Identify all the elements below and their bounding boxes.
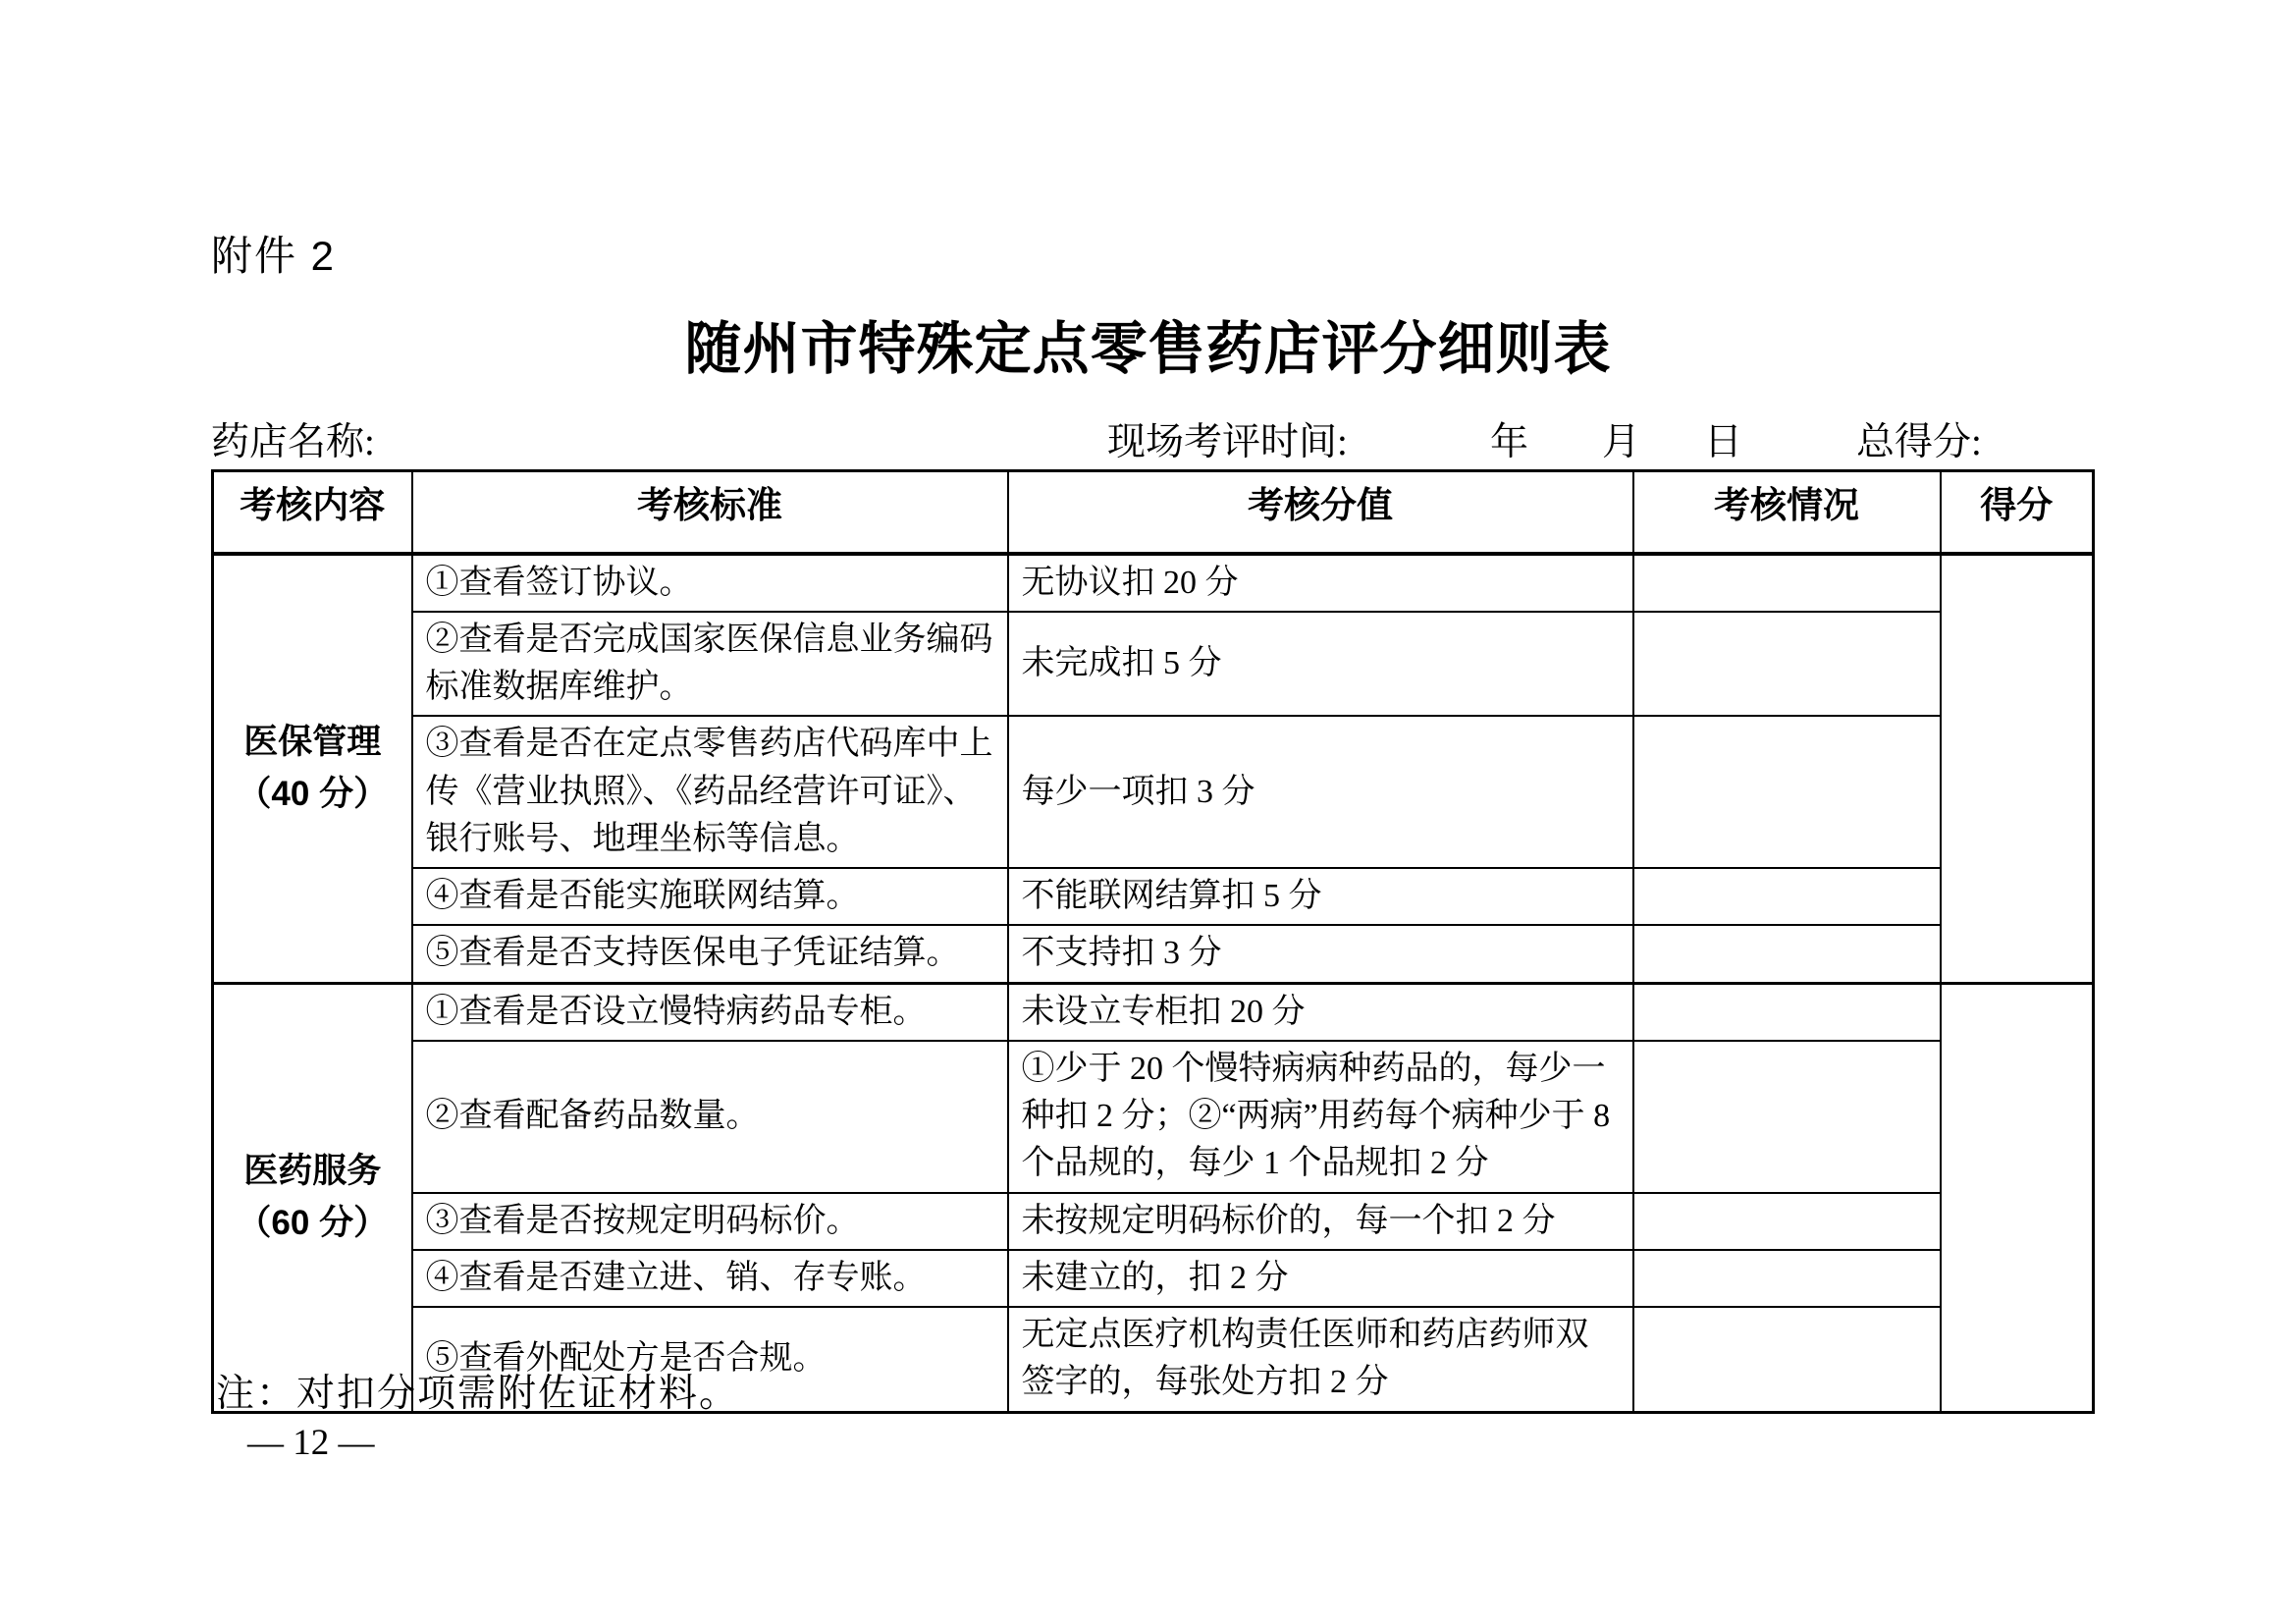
standard-cell: ④查看是否能实施联网结算。 — [412, 868, 1008, 925]
standard-cell: ①查看签订协议。 — [412, 554, 1008, 612]
score-rule-cell: 未设立专柜扣 20 分 — [1008, 983, 1633, 1041]
standard-cell: ①查看是否设立慢特病药品专柜。 — [412, 983, 1008, 1041]
year-label: 年 — [1490, 421, 1529, 463]
situation-cell — [1633, 716, 1941, 868]
col-header-assessment-score-value: 考核分值 — [1008, 471, 1633, 554]
standard-cell: ③查看是否按规定明码标价。 — [412, 1193, 1008, 1250]
standard-cell: ③查看是否在定点零售药店代码库中上传《营业执照》、《药品经营许可证》、银行账号、地理坐标等信息。 — [412, 716, 1008, 868]
standard-cell: ④查看是否建立进、销、存专账。 — [412, 1250, 1008, 1307]
table-row — [213, 716, 2094, 868]
page-number: — 12 — — [247, 1423, 375, 1463]
col-header-score: 得分 — [1941, 471, 2094, 554]
table-row — [213, 1250, 2094, 1307]
score-cell — [1941, 554, 2094, 984]
situation-cell — [1633, 1193, 1941, 1250]
table-row — [213, 868, 2094, 925]
score-rule-cell: 不支持扣 3 分 — [1008, 925, 1633, 983]
score-rule-cell: 无协议扣 20 分 — [1008, 554, 1633, 612]
standard-cell: ②查看是否完成国家医保信息业务编码标准数据库维护。 — [412, 612, 1008, 717]
situation-cell — [1633, 1307, 1941, 1412]
table-header-row — [213, 471, 2094, 554]
table-row — [213, 983, 2094, 1041]
situation-cell — [1633, 1250, 1941, 1307]
col-header-assessment-content: 考核内容 — [213, 471, 412, 554]
situation-cell — [1633, 868, 1941, 925]
score-rule-cell: 未完成扣 5 分 — [1008, 612, 1633, 717]
table-row — [213, 1193, 2094, 1250]
score-rule-cell: 每少一项扣 3 分 — [1008, 716, 1633, 868]
standard-cell: ⑤查看外配处方是否合规。 — [412, 1307, 1008, 1412]
score-rule-cell: 不能联网结算扣 5 分 — [1008, 868, 1633, 925]
score-rule-cell: 无定点医疗机构责任医师和药店药师双签字的，每张处方扣 2 分 — [1008, 1307, 1633, 1412]
situation-cell — [1633, 1041, 1941, 1193]
category-score: （60 分） — [237, 1203, 389, 1242]
standard-cell: ⑤查看是否支持医保电子凭证结算。 — [412, 925, 1008, 983]
eval-time-label: 现场考评时间: — [1107, 421, 1348, 463]
page-title: 随州市特殊定点零售药店评分细则表 — [684, 317, 1612, 381]
footnote: 注：对扣分项需附佐证材料。 — [216, 1373, 740, 1415]
col-header-assessment-situation: 考核情况 — [1633, 471, 1941, 554]
score-rule-cell: ①少于 20 个慢特病病种药品的，每少一种扣 2 分；②“两病”用药每个病种少于 8 个品规的，每少 1 个品规扣 2 分 — [1008, 1041, 1633, 1193]
situation-cell — [1633, 612, 1941, 717]
category-cell-medical-insurance-management — [213, 554, 412, 984]
category-score: （40 分） — [237, 774, 389, 813]
table-row — [213, 925, 2094, 983]
day-label: 日 — [1704, 421, 1743, 463]
attachment-label: 附件 2 — [211, 233, 337, 279]
score-rule-cell: 未按规定明码标价的，每一个扣 2 分 — [1008, 1193, 1633, 1250]
scoring-table — [211, 469, 2095, 1414]
form-info-line — [0, 411, 2296, 462]
table-row — [213, 1041, 2094, 1193]
table-row — [213, 612, 2094, 717]
category-name: 医保管理 — [243, 723, 382, 762]
category-cell-medical-service — [213, 983, 412, 1412]
situation-cell — [1633, 983, 1941, 1041]
category-name: 医药服务 — [243, 1152, 382, 1191]
table-row — [213, 554, 2094, 612]
store-name-label: 药店名称: — [211, 421, 375, 463]
month-label: 月 — [1602, 421, 1641, 463]
situation-cell — [1633, 554, 1941, 612]
score-rule-cell: 未建立的，扣 2 分 — [1008, 1250, 1633, 1307]
standard-cell: ②查看配备药品数量。 — [412, 1041, 1008, 1193]
score-cell — [1941, 983, 2094, 1412]
total-score-label: 总得分: — [1856, 421, 1982, 463]
col-header-assessment-standard: 考核标准 — [412, 471, 1008, 554]
situation-cell — [1633, 925, 1941, 983]
